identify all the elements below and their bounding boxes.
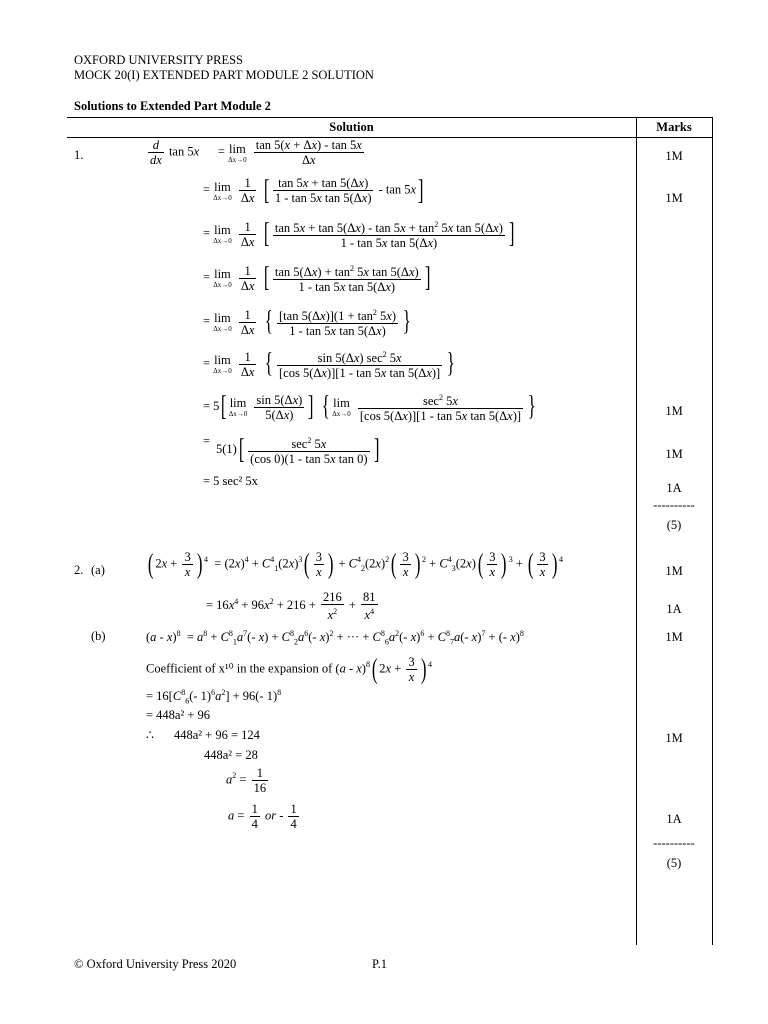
q1-total: (5) xyxy=(666,518,682,532)
q2-part-b-label: (b) xyxy=(91,629,106,643)
document-title: MOCK 20(I) EXTENDED PART MODULE 2 SOLUTION xyxy=(74,68,374,82)
q2-mark-4: 1M xyxy=(665,731,683,745)
q1-mark-1: 1M xyxy=(665,149,683,163)
q2b-line-3: = $16[C^8_6(-$ $1)^6a^2] + 96(-$ 1)$^8$ xyxy=(146,688,282,706)
therefore-symbol: ∴ xyxy=(146,728,154,742)
section-title: Solutions to Extended Part Module 2 xyxy=(74,99,271,113)
q2b-line-2: Coefficient of x¹⁰ in the expansion of (a - x)$^8$( 2x + $\frac{3}{x}$ ) $^4$ xyxy=(146,653,432,685)
q1-line-8: = xyxy=(203,434,211,448)
q1-line-2: = lim Δx→0 $\frac{1}{\Delta x}$ [ $\frac{\tan 5x + \tan 5(\Delta x)}{\text{1 - tan 5x tan 5(Δx)}}$ - tan 5x] xyxy=(203,174,424,206)
q2a-line-2: = $16x^4 + 96x^2 + 216$ + $\frac{216}{x^2}$ + $\frac{81}{x^4}$ xyxy=(206,590,376,623)
q2-mark-1: 1M xyxy=(665,564,683,578)
q2-part-a-label: (a) xyxy=(91,563,105,577)
question-2-number: 2. xyxy=(74,563,84,577)
table-top-border xyxy=(67,117,713,118)
q2b-line-5: 448a² + 96 = 124 xyxy=(174,728,260,742)
marks-column-header: Marks xyxy=(656,120,692,134)
q2-mark-3: 1M xyxy=(665,630,683,644)
q1-mark-4: 1M xyxy=(665,447,683,461)
q1-separator: ---------- xyxy=(653,498,695,512)
q2a-line-1: ( 2x + $\frac{3}{x}$ ) $^4 = (2x)^4 + C^4_1(2x)^3$( $\frac{3}{x}$ ) + $C^4_2(2x)^2$( $\frac{3}{x}$ ) $^2 + C^4_3(2x)$( $\frac{3}{x}$ ) $^3$ + ( $\frac{3}{x}$ ) $^4$ xyxy=(147,548,563,580)
q1-line-4: = lim Δx→0 $\frac{1}{\Delta x}$ [ $\frac{\tan 5(\Delta x) + \tan^2 5x \tan 5(\Delta x)}{\text{1 - tan 5x tan 5(Δx)}}$ ] xyxy=(203,262,431,295)
q2-separator: ---------- xyxy=(653,836,695,850)
q1-mark-2: 1M xyxy=(665,191,683,205)
q1-line-6: = lim Δx→0 $\frac{1}{\Delta x}$ { $\frac{\sin 5(\Delta x) \sec^2 5x}{\text{[cos 5(Δx)][1 - tan 5x tan 5(Δx)]}}$ } xyxy=(203,348,455,381)
q2-total: (5) xyxy=(666,856,682,870)
q2-mark-2: 1A xyxy=(666,602,682,616)
q2b-line-8: a = $\frac{1}{4}$ or - $\frac{1}{4}$ xyxy=(228,802,297,831)
q1-line-1: $\frac{d}{dx}$ tan 5x = lim Δx→0 $\frac{\tan 5(x + \Delta x) - \tan 5x}{\Delta x}$ xyxy=(150,138,362,167)
q1-line-7: = 5[ lim Δx→0 $\frac{\sin 5(\Delta x)}{5(\Delta x)}$ ] { lim Δx→0 $\frac{\sec^2 5x}{\text{[cos 5(Δx)][1 - tan 5x tan 5(Δx)]}}$ } xyxy=(203,391,536,424)
q1-line-8-expr: 5(1)[ $\frac{\sec^2 5x}{\text{(cos 0)(1 - tan 5x tan 0)}}$ ] xyxy=(216,434,379,467)
q1-result: = 5 sec² 5x xyxy=(203,474,258,488)
q2b-line-7: $a^2$ = $\frac{1}{16}$ xyxy=(226,766,267,795)
solution-column-header: Solution xyxy=(329,120,374,134)
q1-mark-5: 1A xyxy=(666,481,682,495)
q1-line-3: = lim Δx→0 $\frac{1}{\Delta x}$ [ $\frac{\tan 5x + \tan 5(\Delta x) - \tan 5x + \tan^2 5x \tan 5(\Delta x)}{\text{1 - tan 5x tan 5(Δx)}}$ ] xyxy=(203,218,515,251)
footer-page-number: P.1 xyxy=(372,957,387,971)
q2b-line-6: 448a² = 28 xyxy=(204,748,258,762)
q1-line-5: = lim Δx→0 $\frac{1}{\Delta x}$ { $\frac{[\tan 5(\Delta x)](1 + \tan^2 5x)}{\text{1 - tan 5x tan 5(Δx)}}$ } xyxy=(203,306,411,339)
q1-mark-3: 1M xyxy=(665,404,683,418)
publisher-name: OXFORD UNIVERSITY PRESS xyxy=(74,53,244,67)
footer-copyright: © Oxford University Press 2020 xyxy=(74,957,237,971)
q2b-line-1: $(a - x)^8 = a^8 + C^8_1a^7(-$ $x) + C^8_2a^6(-$ x)$^2$ + ··· + $C^8_6a^2(-$ $x)^6 + C^8_7a(-$ x)$^7$ + (- x)$^8$ xyxy=(146,629,524,647)
q2-mark-5: 1A xyxy=(666,812,682,826)
table-right-border xyxy=(712,117,713,945)
coefficient-text: Coefficient of x¹⁰ in the expansion of xyxy=(146,661,333,676)
q2b-line-4: = 448a² + 96 xyxy=(146,708,211,722)
question-1-number: 1. xyxy=(74,148,84,162)
